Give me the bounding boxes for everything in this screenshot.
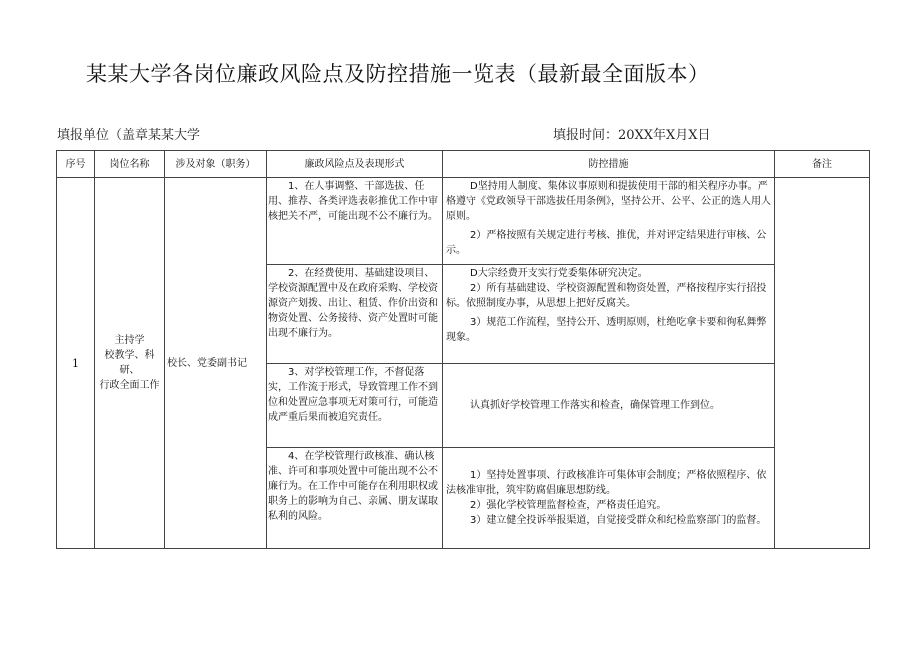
measure-text: D坚持用人制度、集体议事原则和提拔使用干部的相关程序办事。严格遵守《党政领导干部选拔任用条例》，坚持公开、公平、公正的选人用人原则。	[446, 181, 771, 222]
header-target: 涉及对象（职务）	[165, 151, 267, 178]
measure-cell	[443, 364, 775, 448]
risk-text: 1、在人事调整、干部选拔、任用、推荐、各类评选表彰推优工作中审核把关不严，可能出现不公不廉行为。	[268, 181, 438, 222]
risk-cell	[267, 364, 443, 448]
target-role: 校长、党委副书记	[165, 178, 267, 549]
risk-cell	[267, 178, 443, 265]
position-line: 主持学	[114, 335, 145, 346]
measure-text: 3）建立健全投诉举报渠道，自觉接受群众和纪检监察部门的监督。	[470, 515, 767, 526]
risk-text: 3、对学校管理工作，不督促落实，工作流于形式，导致管理工作不到位和处置应急事项无对策可行，可能造成严重后果而被追究责任。	[268, 367, 438, 423]
fill-unit: 填报单位（盖章某某大学	[57, 128, 201, 143]
measure-text: 2）所有基础建设、学校资源配置和物资处置，严格按程序实行招投标。依照制度办事，从思想上把好反腐关。	[446, 283, 767, 309]
measure-text: 1）坚持处置事项、行政核准许可集体审会制度；严格依照程序、依法核准审批，筑牢防腐倡廉思想防线。	[446, 470, 767, 496]
row-number: 1	[57, 178, 95, 549]
measure-text: 2）强化学校管理监督检查，严格责任追究。	[470, 500, 667, 511]
risk-text: 2、在经费使用、基础建设项目、学校资源配置中及在政府采购、学校资源资产划拨、出让、租赁、作价出资和物资处置、公务接待、资产处置时可能出现不廉行为。	[268, 268, 438, 339]
remark-cell	[775, 178, 870, 549]
page-title: 某某大学各岗位廉政风险点及防控措施一览表（最新最全面版本）	[86, 62, 710, 86]
risk-cell	[267, 265, 443, 364]
risk-cell	[267, 448, 443, 549]
measure-cell	[443, 448, 775, 549]
measure-text: 3）规范工作流程，坚持公开、透明原则，杜绝吃拿卡要和徇私舞弊现象。	[446, 317, 767, 343]
header-risk: 廉政风险点及表现形式	[267, 151, 443, 178]
table-header-row	[57, 151, 870, 178]
table-row	[57, 178, 870, 265]
header-measure: 防控措施	[443, 151, 775, 178]
risk-text: 4、在学校管理行政核准、确认核准、许可和事项处置中可能出现不公不廉行为。在工作中可能存在利用职权或职务上的影响为自己、亲属、朋友谋取私利的风险。	[268, 451, 438, 522]
measure-text: D大宗经费开支实行党委集体研究决定。	[470, 268, 648, 279]
position-name	[95, 178, 165, 549]
header-position: 岗位名称	[95, 151, 165, 178]
fill-time: 填报时间：20XX年X月X日	[553, 128, 711, 143]
header-remark: 备注	[775, 151, 870, 178]
position-line: 行政全面工作	[99, 380, 160, 391]
position-line: 校教学、科研、	[104, 350, 155, 376]
measure-cell	[443, 178, 775, 265]
risk-table	[56, 150, 870, 549]
measure-cell	[443, 265, 775, 364]
measure-text: 认真抓好学校管理工作落实和检查，确保管理工作到位。	[470, 400, 720, 411]
measure-text: 2）严格按照有关规定进行考核、推优，并对评定结果进行审核、公示。	[446, 230, 767, 256]
header-number: 序号	[57, 151, 95, 178]
